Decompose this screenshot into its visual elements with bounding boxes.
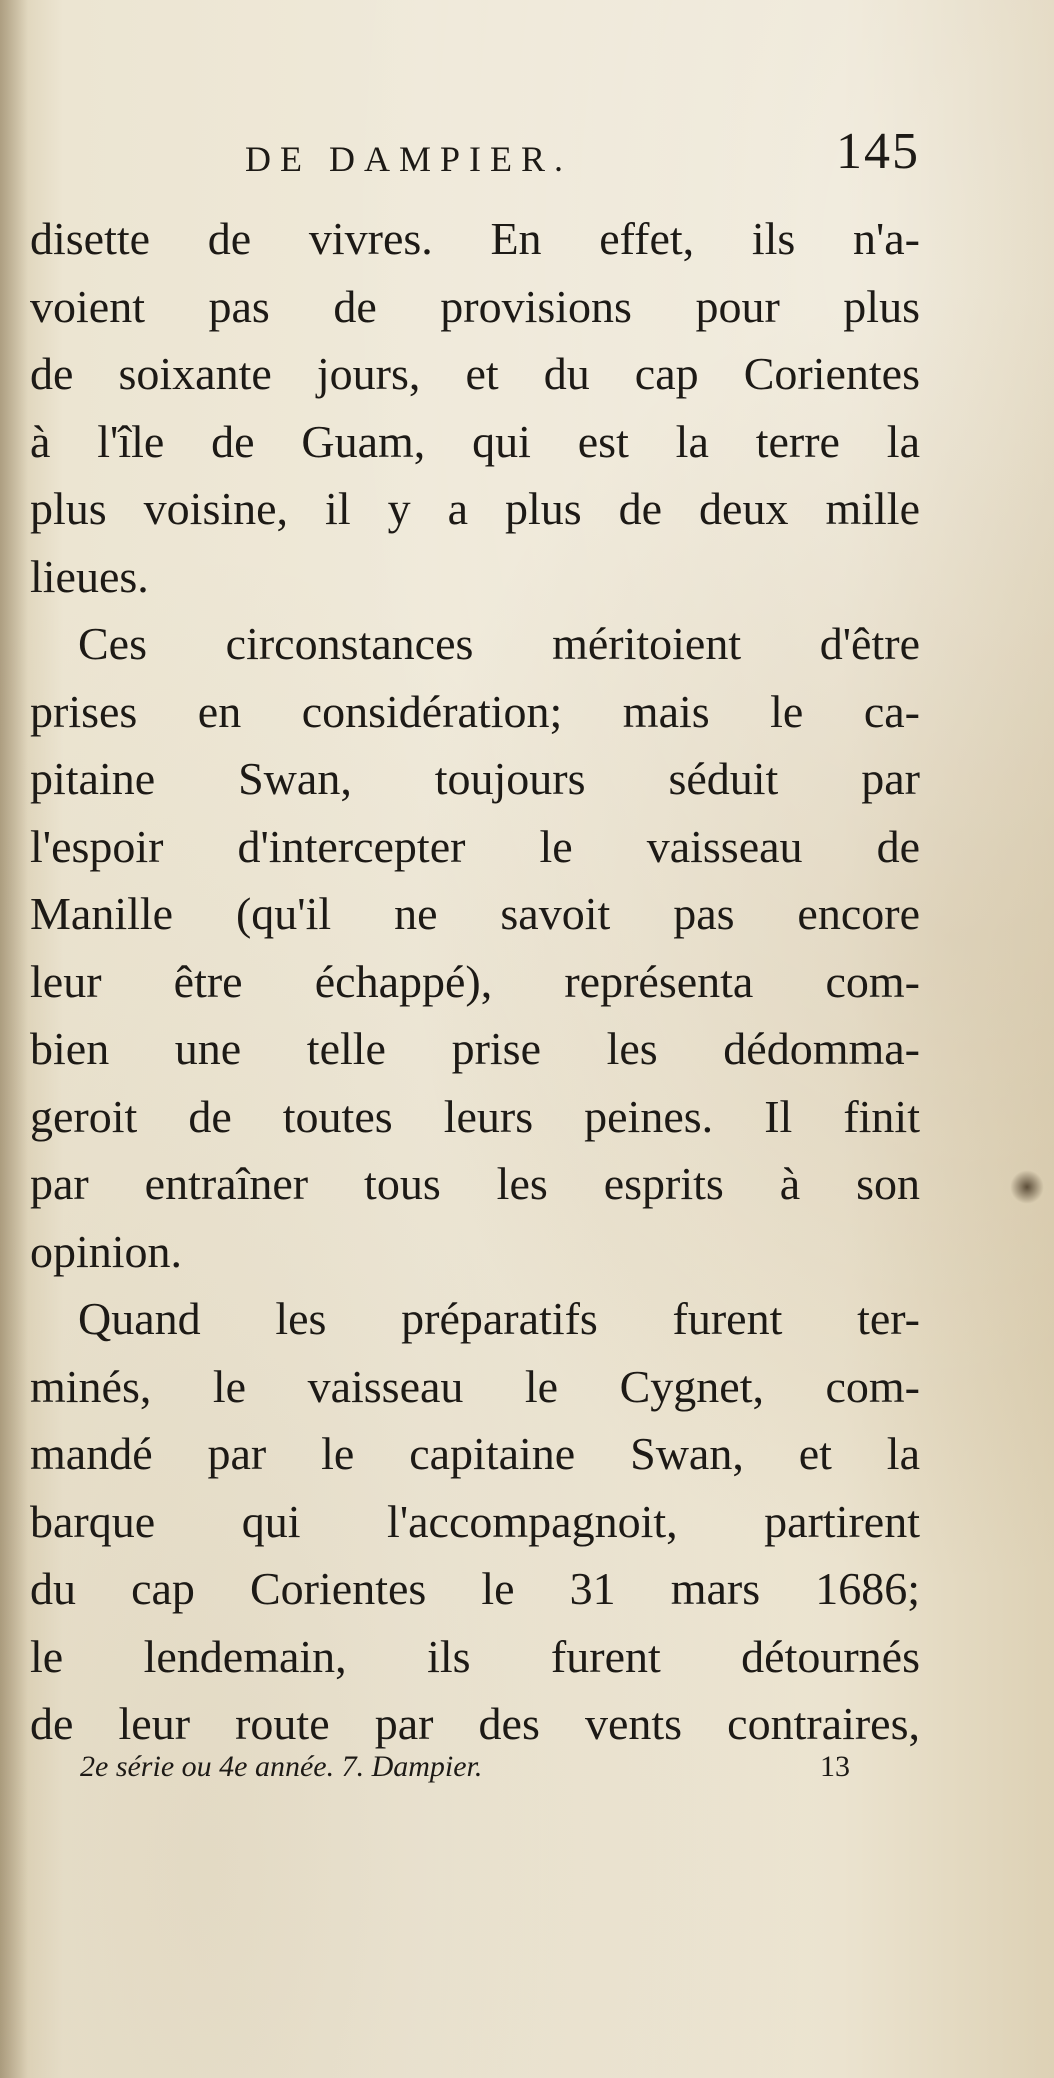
signature-number: 13 [820, 1750, 850, 1783]
printer-signature: 2e série ou 4e année. 7. Dampier. [80, 1750, 483, 1783]
text-line: du cap Corientes le 31 mars 1686; [30, 1563, 920, 1614]
page-footer [50, 1750, 850, 1800]
text-line: de leur route par des vents contraires, [30, 1698, 920, 1749]
text-line: opinion. [30, 1225, 183, 1277]
text-line: le lendemain, ils furent détournés [30, 1630, 920, 1682]
text-line: voient pas de provisions pour plus [30, 280, 920, 332]
text-line: par entraîner tous les esprits à son [30, 1158, 920, 1209]
page-header [30, 122, 920, 192]
text-line: à l'île de Guam, qui est la terre la [30, 415, 920, 467]
text-line: geroit de toutes leurs peines. Il finit [30, 1090, 920, 1142]
body-text [30, 205, 920, 1758]
ink-stain [1010, 1170, 1044, 1204]
text-line: bien une telle prise les dédomma- [30, 1023, 920, 1074]
text-line: mandé par le capitaine Swan, et la [30, 1428, 920, 1479]
page-number: 145 [836, 123, 920, 180]
text-line: plus voisine, il y a plus de deux mille [30, 483, 920, 534]
text-line: barque qui l'accompagnoit, partirent [30, 1495, 920, 1547]
running-head: DE DAMPIER. [245, 139, 573, 179]
page-gutter-shadow [0, 0, 28, 2078]
text-line: minés, le vaisseau le Cygnet, com- [30, 1360, 920, 1412]
text-line: disette de vivres. En effet, ils n'a- [30, 213, 920, 264]
text-line: pitaine Swan, toujours séduit par [30, 753, 920, 804]
text-line: leur être échappé), représenta com- [30, 955, 920, 1007]
text-line: l'espoir d'intercepter le vaisseau de [30, 820, 920, 872]
text-line: lieues. [30, 550, 149, 602]
text-line: Quand les préparatifs furent ter- [78, 1293, 920, 1344]
text-line: de soixante jours, et du cap Corientes [30, 348, 920, 399]
text-line: Manille (qu'il ne savoit pas encore [30, 888, 920, 939]
text-line: prises en considération; mais le ca- [30, 685, 920, 737]
text-line: Ces circonstances méritoient d'être [78, 618, 920, 669]
